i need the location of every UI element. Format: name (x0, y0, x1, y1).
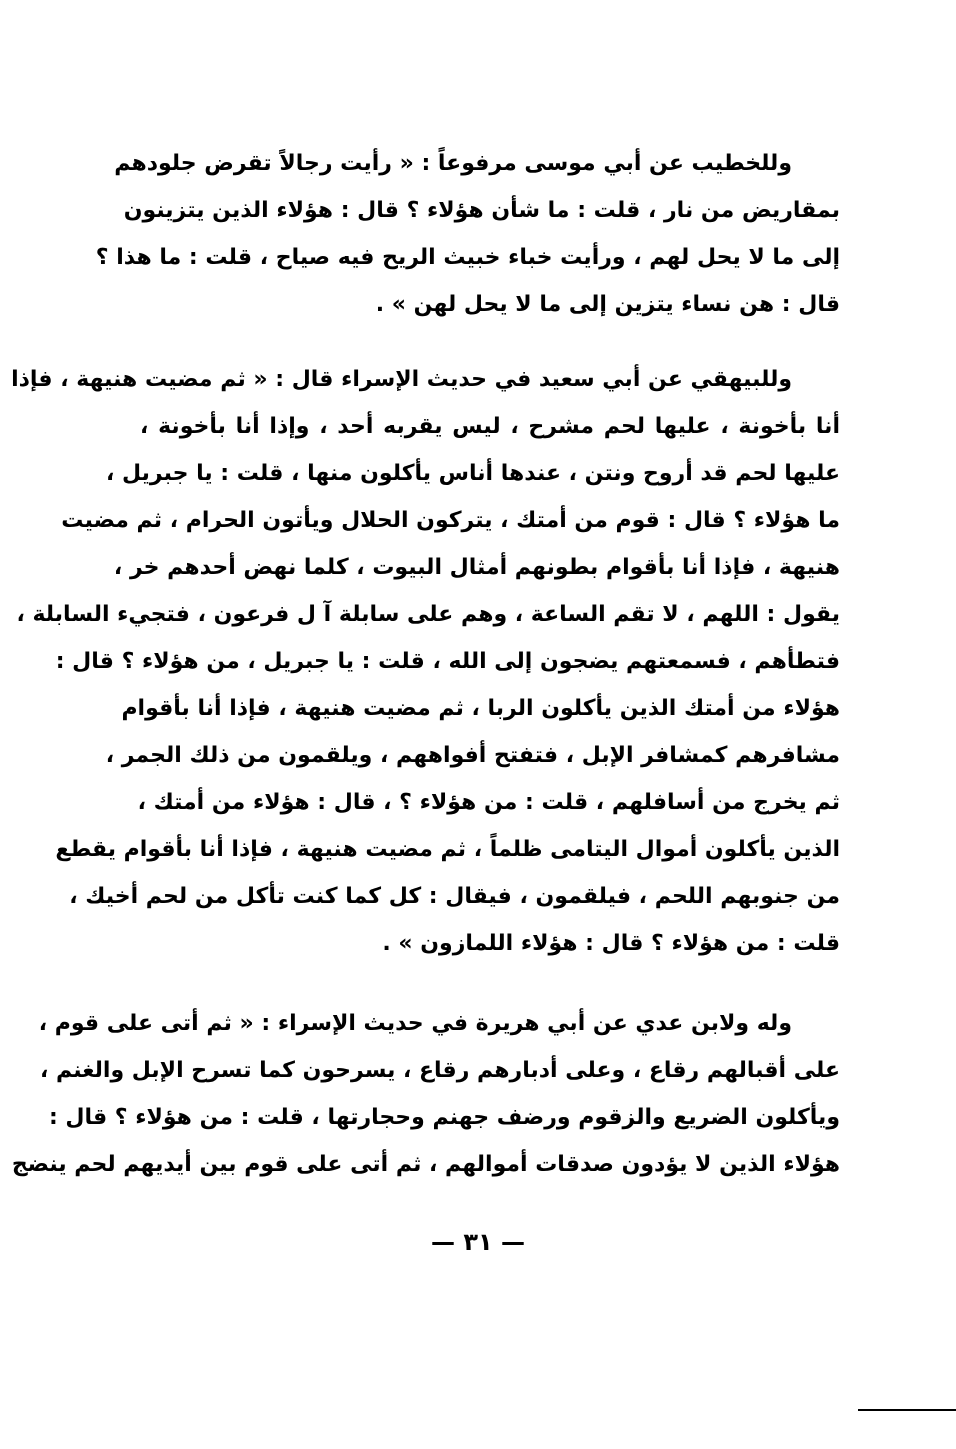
text-line: هؤلاء الذين لا يؤدون صدقات أموالهم ، ثم أتى على قوم بين أيديهم لحم ينضج (11, 1152, 840, 1177)
text-line: عليها لحم قد أروح ونتن ، عندها أناس يأكلون منها ، قلت : يا جبريل ، (106, 461, 840, 486)
text-line: على أقبالهم رقاع ، وعلى أدبارهم رقاع ، يسرحون كما تسرح الإبل والغنم ، (39, 1058, 840, 1083)
paragraph-khatib-hadith (95, 140, 840, 328)
text-line: قلت : من هؤلاء ؟ قال : هؤلاء اللمازون » . (382, 931, 840, 956)
text-line: الذين يأكلون أموال اليتامى ظلماً ، ثم مضيت هنيهة ، فإذا أنا بأقوام يقطع (55, 837, 840, 862)
text-line: قال : هن نساء يتزين إلى ما لا يحل لهن » . (375, 292, 840, 317)
paragraph-bayhaqi-hadith (11, 356, 840, 967)
text-line: مشافرهم كمشافر الإبل ، فتفتح أفواههم ، ويلقمون من ذلك الجمر ، (105, 743, 840, 768)
text-line: هنيهة ، فإذا أنا بأقوام بطونهم أمثال البيوت ، كلما نهض أحدهم خر ، (113, 555, 840, 580)
text-line: يقول : اللهم ، لا تقم الساعة ، وهم على سابلة آ ل فرعون ، فتجيء السابلة ، (16, 602, 840, 627)
scan-edge-line (858, 1409, 956, 1411)
text-line: إلى ما لا يحل لهم ، ورأيت خباء خبيث الريح فيه صياح ، قلت : ما هذا ؟ (95, 245, 840, 270)
paragraph-ibn-adi-hadith (11, 1000, 840, 1188)
text-line: من جنوبهم اللحم ، فيلقمون ، فيقال : كل كما كنت تأكل من لحم أخيك ، (69, 884, 840, 909)
text-line: بمقاريض من نار ، قلت : ما شأن هؤلاء ؟ قال : هؤلاء الذين يتزينون (123, 198, 840, 223)
text-line: ويأكلون الضريع والزقوم ورضف جهنم وحجارتها ، قلت : من هؤلاء ؟ قال : (48, 1105, 840, 1130)
text-line: فتطأهم ، فسمعتهم يضجون إلى الله ، قلت : يا جبريل ، من هؤلاء ؟ قال : (55, 649, 840, 674)
page-number: — ٣١ — (430, 1228, 525, 1256)
text-line: وله ولابن عدي عن أبي هريرة في حديث الإسراء : « ثم أتى على قوم ، (38, 1011, 792, 1036)
text-line: وللبيهقي عن أبي سعيد في حديث الإسراء قال : « ثم مضيت هنيهة ، فإذا (11, 367, 792, 392)
text-line: ما هؤلاء ؟ قال : قوم من أمتك ، يتركون الحلال ويأتون الحرام ، ثم مضيت (61, 508, 840, 533)
text-line: ثم يخرج من أسافلهم ، قلت : من هؤلاء ؟ ، قال : هؤلاء من أمتك ، (137, 790, 840, 815)
text-line: وللخطيب عن أبي موسى مرفوعاً : « رأيت رجالاً تقرض جلودهم (114, 151, 792, 176)
text-line: هؤلاء من أمتك الذين يأكلون الربا ، ثم مضيت هنيهة ، فإذا أنا بأقوام (121, 696, 840, 721)
text-line: أنا بأخونة ، عليها لحم مشرح ، ليس يقربه أحد ، وإذا أنا بأخونة ، (140, 414, 840, 439)
